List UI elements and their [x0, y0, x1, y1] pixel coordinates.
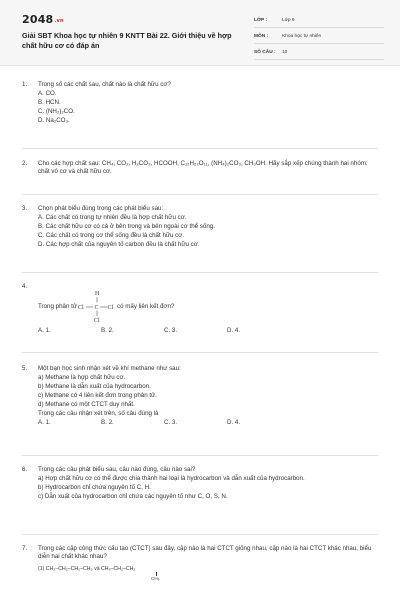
atom-top: H	[95, 291, 100, 297]
question-4	[22, 283, 382, 335]
divider	[22, 272, 378, 273]
divider	[22, 148, 378, 149]
statement-b: b) Hydrocarbon chỉ chứa nguyên tố C, H.	[38, 484, 151, 492]
divider	[22, 194, 378, 195]
page-title: Giải SBT Khoa học tự nhiên 9 KNTT Bài 22. Giới thiệu về hợp chất hữu cơ có đáp án	[22, 31, 232, 50]
choice-c[interactable]: C. 3.	[164, 418, 178, 426]
question-tail: Trong các câu nhận xét trên, số câu đúng là	[38, 409, 159, 417]
question-stem: Trong các cặp công thức cấu tạo (CTCT) sau đây, cặp nào là hai CTCT giống nhau, cặp nào là hai CTCT khác nhau, biểu diễn hai chất khác nhau?	[38, 545, 372, 561]
question-5	[22, 365, 382, 427]
question-3	[22, 205, 382, 249]
question-stem: Trong số các chất sau, chất nào là chất hữu cơ?	[38, 81, 171, 88]
divider	[22, 352, 378, 353]
statement-d: d) Methane có một CTCT duy nhất.	[38, 400, 135, 408]
document-meta	[254, 15, 384, 63]
divider	[22, 455, 378, 456]
option-a[interactable]: A. CO.	[38, 90, 57, 98]
choice-b[interactable]: B. 2.	[101, 418, 114, 426]
option-c[interactable]: C. (NH₂)₂CO.	[38, 108, 75, 116]
atom-left: Cl	[78, 305, 84, 311]
option-c[interactable]: C. Các chất có trong cơ thể sống đều là chất hữu cơ.	[38, 232, 185, 240]
option-d[interactable]: D. Na₂CO₃.	[38, 116, 70, 124]
question-number: 1.	[22, 81, 28, 88]
choice-b[interactable]: B. 2.	[101, 327, 114, 334]
question-stem: Trong các câu phát biểu sau, câu nào đúng, câu nào sai?	[38, 466, 196, 473]
formula-text: (1) CH₃–CH₂–CH₂–CH₃ và CH₃–CH₂–CH₂	[38, 565, 136, 572]
question-stem: Chọn phát biểu đúng trong các phát biểu sau:	[38, 205, 164, 212]
branch-group: CH₃	[151, 575, 160, 581]
question-number: 3.	[22, 205, 28, 212]
divider	[22, 534, 378, 535]
molecule-structure	[78, 289, 116, 325]
choice-a[interactable]: A. 1.	[38, 327, 51, 334]
atom-bottom: Cl	[94, 318, 100, 324]
option-b[interactable]: B. Các chất hữu cơ có cả ở bên trong và bên ngoài cơ thể sống.	[38, 223, 215, 231]
question-number: 5.	[22, 365, 28, 372]
meta-key: MÔN :	[254, 33, 269, 39]
logo-text: 2048	[22, 13, 54, 26]
statement-b: b) Methane là dẫn xuất của hydrocarbon.	[38, 383, 151, 391]
meta-key: LỚP :	[254, 17, 268, 23]
logo-suffix: .vn	[54, 18, 64, 24]
stem-after: có mấy liên kết đơn?	[117, 302, 175, 310]
question-7	[22, 545, 382, 581]
answer-choices	[38, 327, 382, 335]
meta-value: Khoa học tự nhiên	[282, 33, 322, 39]
option-d[interactable]: D. Các hợp chất của nguyên tố carbon đều là chất hữu cơ.	[38, 240, 200, 248]
question-number: 2.	[22, 160, 28, 167]
question-stem: Cho các hợp chất sau: CH₄, CO₂, H₂CO₃, HCOOH, C₁₂H₂₂O₁₁, (NH₄)₂CO₃, CH₃OH. Hãy sắp xếp chúng thành hai nhóm: chất vô cơ và chất hữu cơ.	[38, 160, 368, 176]
meta-row-count	[254, 47, 384, 60]
option-b[interactable]: B. HCN.	[38, 99, 61, 107]
document-header	[0, 0, 400, 66]
site-logo[interactable]	[22, 13, 64, 28]
statement-c: c) Dẫn xuất của hydrocarbon chỉ chứa các nguyên tố như C, O, S, N.	[38, 493, 228, 501]
statement-a: a) Hợp chất hữu cơ có thể được chia thành hai loại là hydrocarbon và dẫn xuất của hydrocarbon.	[38, 475, 305, 483]
question-number: 4.	[22, 283, 28, 290]
statement-a: a) Methane là hợp chất hữu cơ.	[38, 374, 126, 382]
question-stem: Một bạn học sinh nhận xét về khí methane như sau:	[38, 365, 181, 372]
question-1	[22, 81, 382, 125]
meta-value: Lớp 9	[282, 17, 295, 23]
answer-choices	[38, 419, 382, 427]
atom-center: C	[94, 305, 99, 311]
question-number: 6.	[22, 466, 28, 473]
statement-c: c) Methane có 4 liên kết đơn trong phân tử.	[38, 392, 157, 400]
choice-a[interactable]: A. 1.	[38, 418, 51, 426]
option-a[interactable]: A. Các chất có trong tự nhiên đều là hợp chất hữu cơ.	[38, 214, 187, 222]
meta-row-grade	[254, 15, 384, 28]
question-number: 7.	[22, 545, 28, 552]
question-stem	[38, 289, 382, 325]
stem-before: Trong phân tử	[38, 302, 77, 310]
choice-d[interactable]: D. 4.	[227, 418, 241, 426]
formula-pair-1	[38, 565, 380, 581]
question-6	[22, 466, 382, 501]
atom-right: Cl	[107, 305, 114, 311]
meta-key: SỐ CÂU :	[254, 49, 276, 55]
choice-c[interactable]: C. 3.	[164, 327, 178, 334]
choice-d[interactable]: D. 4.	[227, 327, 241, 334]
meta-value: 10	[282, 49, 288, 55]
meta-row-subject	[254, 31, 384, 44]
question-2	[22, 160, 382, 178]
